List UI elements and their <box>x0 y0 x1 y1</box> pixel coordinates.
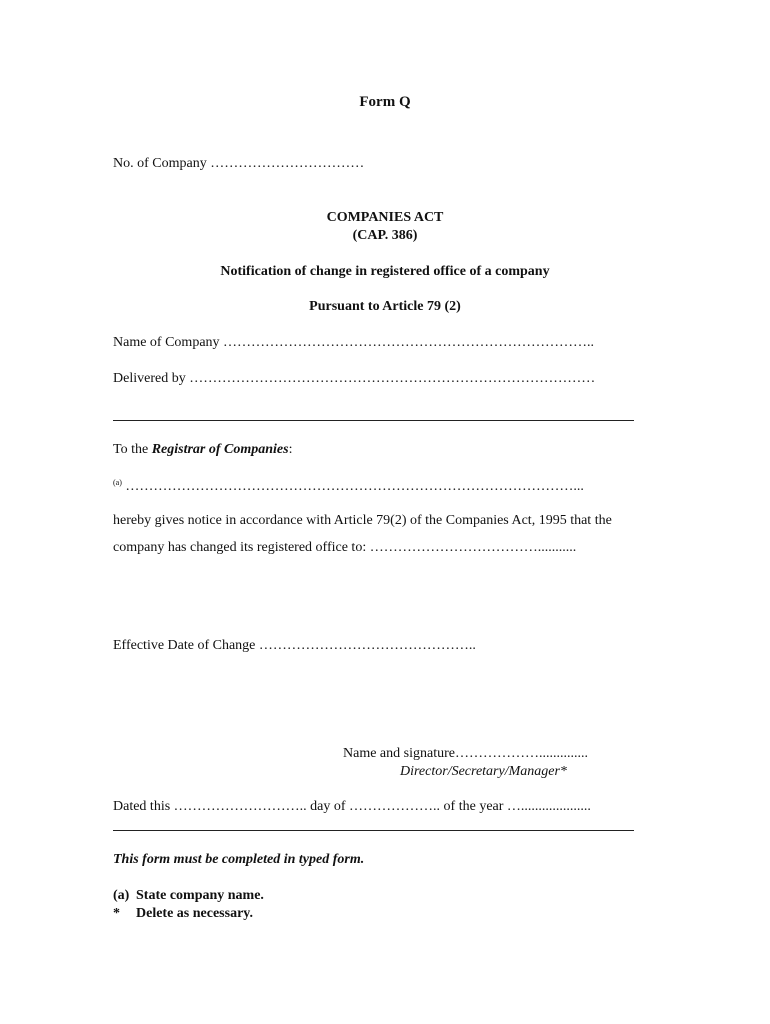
pursuant-article: Pursuant to Article 79 (2) <box>309 299 461 314</box>
effective-date-line <box>113 638 476 654</box>
effective-date-field[interactable]: ……………………………………….. <box>258 638 476 653</box>
dated-prefix: Dated this <box>113 799 171 814</box>
company-name-label: Name of Company <box>113 335 220 350</box>
footnote-star-text: Delete as necessary. <box>136 906 254 921</box>
delivered-by-field[interactable]: …………………………………………………………………………… <box>189 371 596 386</box>
notice-line-2 <box>113 540 576 556</box>
registrar-suffix: : <box>288 442 293 457</box>
notification-title: Notification of change in registered office of a company <box>220 264 550 279</box>
registrar-prefix: To the <box>113 442 152 457</box>
registrar-name: Registrar of Companies <box>151 442 289 457</box>
footnote-a <box>113 888 264 904</box>
company-number-field[interactable]: …………………………… <box>210 156 365 171</box>
effective-date-label: Effective Date of Change <box>113 638 256 653</box>
company-name-line <box>113 335 594 351</box>
company-number-line <box>113 156 364 172</box>
typed-form-instruction: This form must be completed in typed form. <box>113 852 365 867</box>
dated-mid: day of <box>310 799 346 814</box>
registered-office-field[interactable]: ………………………………........... <box>369 540 577 555</box>
signature-field[interactable]: ……………….............. <box>454 746 588 761</box>
footer-divider <box>113 830 634 831</box>
company-name-field[interactable]: …………………………………………………………………….. <box>223 335 595 350</box>
company-number-label: No. of Company <box>113 156 207 171</box>
dated-line <box>113 799 591 815</box>
dated-year-field[interactable]: ….................... <box>506 799 591 814</box>
delivered-by-line <box>113 371 595 387</box>
registered-office-label: company has changed its registered office to: <box>113 540 367 555</box>
footnote-a-text: State company name. <box>136 888 264 903</box>
dated-month-field[interactable]: ……………….. <box>349 799 444 814</box>
footnote-a-marker: (a) <box>113 888 130 903</box>
form-title: Form Q <box>359 94 411 110</box>
footnote-star-marker: * <box>113 906 120 921</box>
registrar-line <box>113 442 292 458</box>
company-statement-line <box>113 479 584 495</box>
signature-role: Director/Secretary/Manager* <box>400 764 567 779</box>
company-statement-field[interactable]: ……………………………………………………………………………………... <box>125 479 584 494</box>
notice-line-1: hereby gives notice in accordance with Article 79(2) of the Companies Act, 1995 that the <box>113 513 612 528</box>
signature-label: Name and signature <box>343 746 455 761</box>
delivered-by-label: Delivered by <box>113 371 186 386</box>
act-cap: (CAP. 386) <box>352 228 418 243</box>
note-a-marker: (a) <box>113 478 122 487</box>
act-title: COMPANIES ACT <box>326 210 444 225</box>
dated-suffix: of the year <box>443 799 504 814</box>
section-divider <box>113 420 634 421</box>
footnote-star <box>113 906 253 922</box>
signature-line <box>343 746 588 762</box>
dated-day-field[interactable]: ……………………….. <box>173 799 311 814</box>
